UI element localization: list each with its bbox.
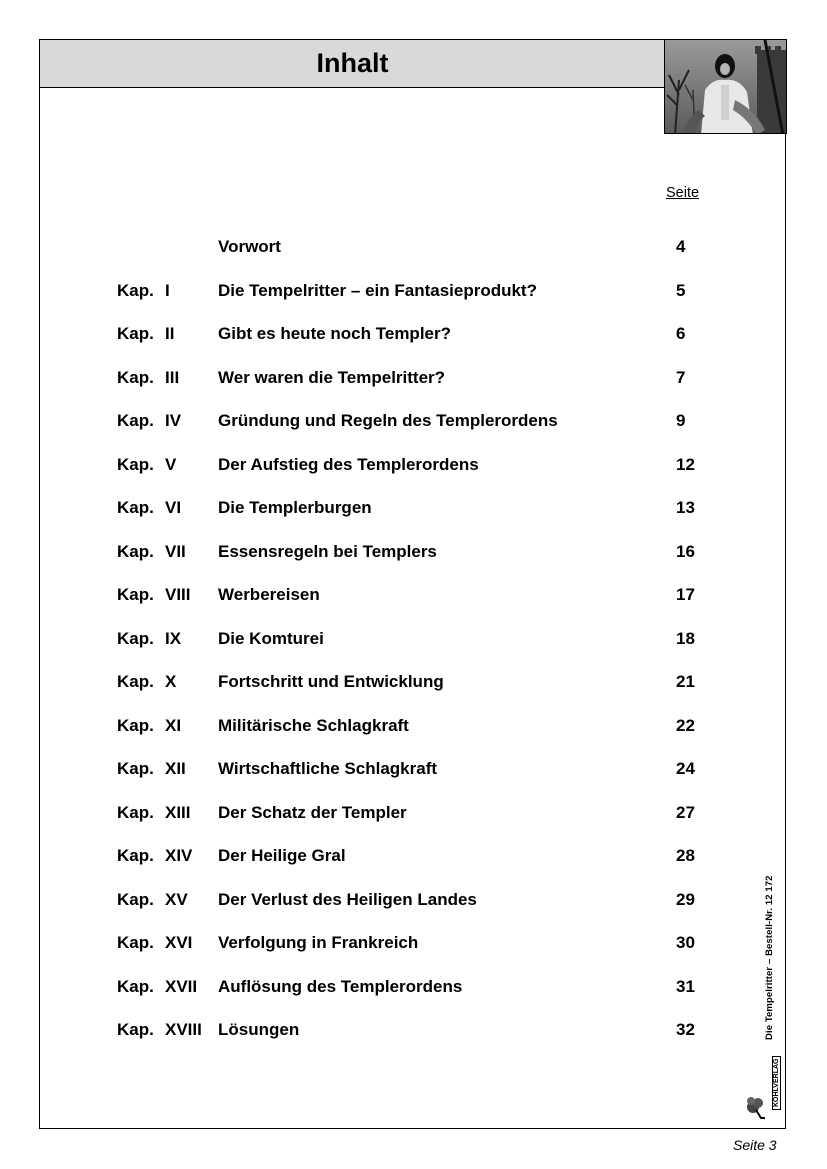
toc-kap-label: Kap. — [117, 454, 154, 474]
toc-chapter-title: Der Heilige Gral — [218, 846, 346, 865]
toc-kap-label: Kap. — [117, 802, 154, 822]
toc-chapter-number: XI — [165, 715, 182, 735]
toc-page-number: 27 — [676, 802, 695, 822]
toc-chapter-number: XVIII — [165, 1020, 202, 1039]
toc-page-number: 9 — [676, 411, 686, 430]
toc-entry — [0, 672, 827, 696]
toc-page-number: 30 — [676, 933, 695, 952]
toc-chapter-number: III — [165, 367, 180, 387]
toc-entry — [0, 498, 827, 522]
toc-chapter-number: XIV — [165, 846, 193, 865]
toc-kap-label: Kap. — [117, 628, 154, 648]
toc-chapter-title: Vorwort — [218, 237, 281, 256]
toc-kap-label: Kap. — [117, 324, 154, 343]
toc-kap-label: Kap. — [117, 498, 154, 517]
toc-entry — [0, 281, 827, 305]
toc-chapter-number: XVII — [165, 976, 198, 996]
toc-entry — [0, 629, 827, 653]
toc-page-number: 18 — [676, 628, 695, 648]
toc-chapter-title: Die Templerburgen — [218, 498, 372, 517]
toc-chapter-title: Wer waren die Tempelritter? — [218, 367, 446, 387]
toc-chapter-number: XII — [165, 759, 186, 778]
toc-chapter-number: XIII — [165, 802, 191, 822]
toc-page-number: 7 — [676, 367, 686, 387]
toc-chapter-title: Der Verlust des Heiligen Landes — [218, 889, 477, 909]
toc-page-number: 17 — [676, 585, 695, 604]
toc-chapter-number: VII — [165, 541, 186, 561]
toc-kap-label: Kap. — [117, 933, 154, 952]
toc-kap-label: Kap. — [117, 759, 154, 778]
toc-chapter-title: Der Schatz der Templer — [218, 802, 407, 822]
toc-kap-label: Kap. — [117, 280, 154, 300]
toc-entry — [0, 585, 827, 609]
toc-chapter-title: Fortschritt und Entwicklung — [218, 672, 444, 691]
page-title: Inhalt — [39, 39, 666, 88]
toc-chapter-number: II — [165, 324, 175, 343]
toc-chapter-number: I — [165, 280, 170, 300]
toc-page-number: 32 — [676, 1020, 695, 1039]
toc-chapter-number: XVI — [165, 933, 193, 952]
toc-page-number: 22 — [676, 715, 695, 735]
toc-entry — [0, 1020, 827, 1044]
toc-chapter-title: Lösungen — [218, 1020, 300, 1039]
toc-kap-label: Kap. — [117, 367, 154, 387]
toc-chapter-number: X — [165, 672, 177, 691]
toc-entry — [0, 324, 827, 348]
toc-page-number: 12 — [676, 454, 695, 474]
toc-chapter-title: Werbereisen — [218, 585, 320, 604]
toc-kap-label: Kap. — [117, 541, 154, 561]
toc-kap-label: Kap. — [117, 715, 154, 735]
toc-kap-label: Kap. — [117, 672, 154, 691]
toc-chapter-title: Gründung und Regeln des Templerordens — [218, 411, 558, 430]
toc-kap-label: Kap. — [117, 1020, 154, 1039]
toc-kap-label: Kap. — [117, 411, 154, 430]
toc-chapter-number: V — [165, 454, 177, 474]
toc-kap-label: Kap. — [117, 846, 154, 865]
toc-kap-label: Kap. — [117, 889, 154, 909]
toc-entry — [0, 716, 827, 740]
toc-page-number: 5 — [676, 280, 686, 300]
toc-entry — [0, 933, 827, 957]
toc-kap-label: Kap. — [117, 585, 154, 604]
toc-chapter-title: Militärische Schlagkraft — [218, 715, 409, 735]
page-frame — [39, 39, 786, 1129]
toc-page-number: 6 — [676, 324, 686, 343]
toc-entry — [0, 542, 827, 566]
toc-page-number: 13 — [676, 498, 695, 517]
publisher-logo-text: KOHLVERLAG — [772, 1056, 781, 1110]
toc-page-number: 31 — [676, 976, 695, 996]
toc-kap-label: Kap. — [117, 976, 154, 996]
toc-page-number: 16 — [676, 541, 695, 561]
toc-chapter-title: Wirtschaftliche Schlagkraft — [218, 759, 438, 778]
toc-entry — [0, 846, 827, 870]
toc-entry — [0, 759, 827, 783]
toc-page-number: 21 — [676, 672, 695, 691]
toc-chapter-title: Gibt es heute noch Templer? — [218, 324, 451, 343]
knight-photo — [664, 39, 787, 134]
toc-entry — [0, 368, 827, 392]
toc-chapter-number: XV — [165, 889, 188, 909]
toc-page-number: 29 — [676, 889, 695, 909]
page-column-header: Seite — [666, 185, 700, 201]
toc-chapter-title: Der Aufstieg des Templerordens — [218, 454, 479, 474]
toc-entry — [0, 411, 827, 435]
toc-page-number: 24 — [676, 759, 695, 778]
toc-chapter-title: Auflösung des Templerordens — [218, 976, 463, 996]
toc-entry — [0, 890, 827, 914]
toc-entry — [0, 455, 827, 479]
toc-chapter-title: Die Komturei — [218, 628, 324, 648]
toc-page-number: 4 — [676, 237, 686, 256]
toc-chapter-number: VI — [165, 498, 182, 517]
toc-chapter-number: VIII — [165, 585, 191, 604]
toc-chapter-title: Verfolgung in Frankreich — [218, 933, 419, 952]
toc-chapter-number: IX — [165, 628, 182, 648]
toc-chapter-title: Die Tempelritter – ein Fantasieprodukt? — [218, 280, 537, 300]
toc-entry — [0, 977, 827, 1001]
toc-chapter-number: IV — [165, 411, 182, 430]
toc-page-number: 28 — [676, 846, 695, 865]
page-number: Seite 3 — [733, 1137, 777, 1153]
series-order-number: Die Tempelritter – Bestell-Nr. 12 172 — [764, 875, 775, 1040]
toc-entry — [0, 237, 827, 261]
toc-entry — [0, 803, 827, 827]
toc-chapter-title: Essensregeln bei Templers — [218, 541, 437, 561]
